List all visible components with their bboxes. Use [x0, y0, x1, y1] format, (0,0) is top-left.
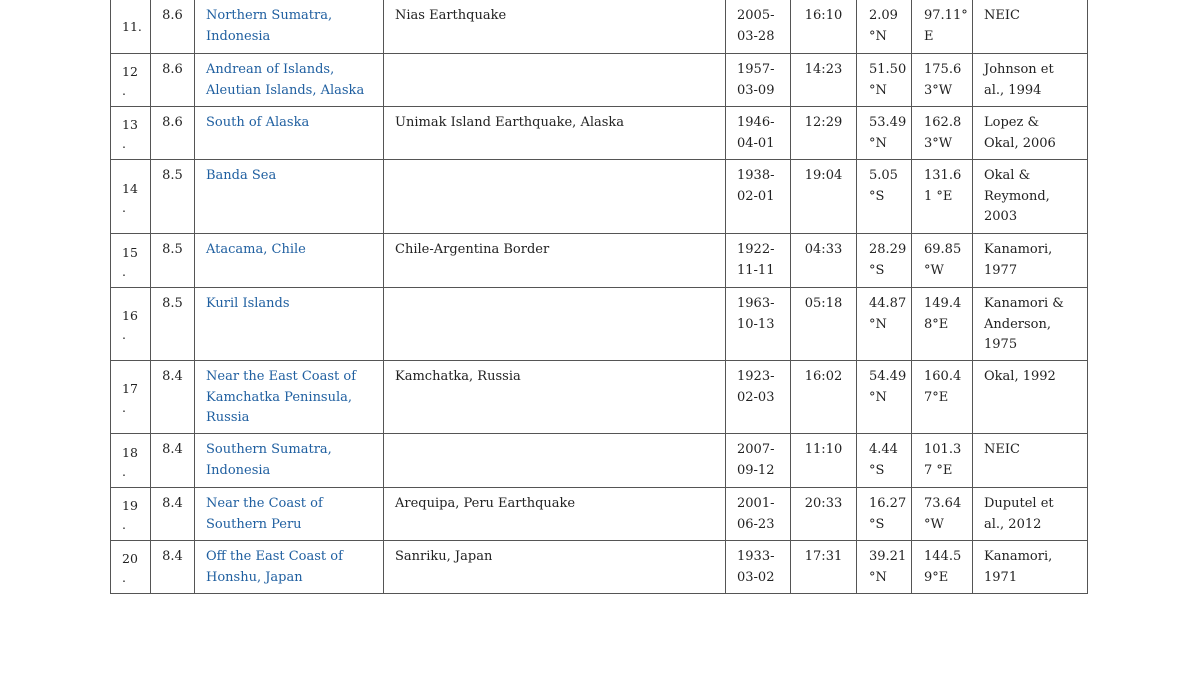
rank-dot: .: [122, 83, 126, 98]
magnitude-cell: 8.5: [151, 234, 195, 288]
rank-dot: .: [122, 263, 126, 279]
date-cell: 1933-03-02: [726, 541, 791, 594]
event-name-cell: Sanriku, Japan: [384, 541, 726, 594]
rank-cell: [111, 288, 151, 361]
magnitude-cell: 8.5: [151, 288, 195, 361]
date-cell: 1957-03-09: [726, 54, 791, 107]
magnitude-cell: 8.6: [151, 0, 195, 54]
longitude-cell: 97.11° E: [912, 0, 973, 54]
rank-number: 18: [122, 444, 138, 460]
source-cell: Lopez & Okal, 2006: [973, 107, 1088, 160]
rank-dot: .: [122, 136, 126, 151]
longitude-cell: 149.48°E: [912, 288, 973, 361]
latitude-cell: 51.50°N: [857, 54, 912, 107]
rank-cell: [111, 488, 151, 541]
rank-dot: .: [122, 400, 126, 415]
location-cell: [195, 361, 384, 434]
rank-dot: .: [122, 199, 126, 215]
latitude-cell: 2.09 °N: [857, 0, 912, 54]
time-cell: 20:33: [791, 488, 857, 541]
location-cell: [195, 54, 384, 107]
rank-cell: [111, 361, 151, 434]
location-cell: [195, 0, 384, 54]
rank-number: 13: [122, 117, 138, 132]
event-name-cell: [384, 288, 726, 361]
location-link[interactable]: Northern Sumatra, Indonesia: [206, 8, 333, 44]
event-name-cell: [384, 54, 726, 107]
latitude-cell: 28.29°S: [857, 234, 912, 288]
event-name-cell: [384, 434, 726, 488]
date-cell: 1946-04-01: [726, 107, 791, 160]
rank-number: 16: [122, 308, 138, 323]
location-cell: [195, 488, 384, 541]
rank-number: 17: [122, 381, 138, 396]
longitude-cell: 73.64 °W: [912, 488, 973, 541]
magnitude-cell: 8.5: [151, 160, 195, 234]
latitude-cell: 54.49°N: [857, 361, 912, 434]
time-cell: 16:02: [791, 361, 857, 434]
latitude-cell: 53.49°N: [857, 107, 912, 160]
rank-cell: [111, 434, 151, 488]
location-cell: [195, 160, 384, 234]
rank-number: 20: [122, 551, 138, 566]
table-row: [111, 361, 1088, 434]
location-link[interactable]: Near the Coast of Southern Peru: [206, 496, 323, 532]
location-cell: [195, 434, 384, 488]
magnitude-cell: 8.4: [151, 541, 195, 594]
location-link[interactable]: Atacama, Chile: [206, 242, 306, 257]
location-link[interactable]: Banda Sea: [206, 168, 277, 183]
earthquake-table-container: [110, 0, 1087, 594]
event-name-cell: [384, 160, 726, 234]
source-cell: NEIC: [973, 0, 1088, 54]
rank-number: 15: [122, 244, 138, 260]
date-cell: 1922-11-11: [726, 234, 791, 288]
rank-number: 19: [122, 498, 138, 513]
time-cell: 16:10: [791, 0, 857, 54]
location-link[interactable]: Southern Sumatra, Indonesia: [206, 442, 332, 478]
source-cell: NEIC: [973, 434, 1088, 488]
rank-number: 12: [122, 64, 138, 79]
magnitude-cell: 8.6: [151, 54, 195, 107]
longitude-cell: 69.85 °W: [912, 234, 973, 288]
table-row: [111, 288, 1088, 361]
longitude-cell: 162.83°W: [912, 107, 973, 160]
table-row: [111, 54, 1088, 107]
time-cell: 17:31: [791, 541, 857, 594]
location-cell: [195, 234, 384, 288]
longitude-cell: 101.37 °E: [912, 434, 973, 488]
rank-cell: [111, 234, 151, 288]
location-cell: [195, 541, 384, 594]
magnitude-cell: 8.4: [151, 361, 195, 434]
table-row: [111, 234, 1088, 288]
source-cell: Kanamori & Anderson, 1975: [973, 288, 1088, 361]
location-cell: [195, 107, 384, 160]
table-row: [111, 541, 1088, 594]
source-cell: Okal, 1992: [973, 361, 1088, 434]
magnitude-cell: 8.6: [151, 107, 195, 160]
longitude-cell: 131.61 °E: [912, 160, 973, 234]
source-cell: Okal & Reymond, 2003: [973, 160, 1088, 234]
location-link[interactable]: Kuril Islands: [206, 296, 290, 311]
location-link[interactable]: Andrean of Islands, Aleutian Islands, Alaska: [206, 62, 365, 98]
rank-dot: .: [122, 463, 126, 479]
event-name-cell: Arequipa, Peru Earthquake: [384, 488, 726, 541]
source-cell: Kanamori, 1977: [973, 234, 1088, 288]
longitude-cell: 175.63°W: [912, 54, 973, 107]
rank-cell: [111, 160, 151, 234]
time-cell: 14:23: [791, 54, 857, 107]
rank-dot: .: [122, 327, 126, 342]
location-link[interactable]: South of Alaska: [206, 115, 310, 130]
date-cell: 2001-06-23: [726, 488, 791, 541]
table-row: [111, 107, 1088, 160]
event-name-cell: Chile-Argentina Border: [384, 234, 726, 288]
location-link[interactable]: Near the East Coast of Kamchatka Peninsula, Russia: [206, 369, 357, 425]
source-cell: Kanamori, 1971: [973, 541, 1088, 594]
time-cell: 12:29: [791, 107, 857, 160]
rank-number: 14: [122, 180, 138, 196]
rank-cell: [111, 541, 151, 594]
date-cell: 2007-09-12: [726, 434, 791, 488]
location-cell: [195, 288, 384, 361]
time-cell: 04:33: [791, 234, 857, 288]
rank-dot: .: [122, 570, 126, 585]
event-name-cell: Unimak Island Earthquake, Alaska: [384, 107, 726, 160]
rank-dot: .: [122, 517, 126, 532]
event-name-cell: Nias Earthquake: [384, 0, 726, 54]
rank-cell: [111, 0, 151, 54]
source-cell: Johnson et al., 1994: [973, 54, 1088, 107]
latitude-cell: 39.21°N: [857, 541, 912, 594]
longitude-cell: 144.59°E: [912, 541, 973, 594]
latitude-cell: 44.87°N: [857, 288, 912, 361]
event-name-cell: Kamchatka, Russia: [384, 361, 726, 434]
date-cell: 1963-10-13: [726, 288, 791, 361]
time-cell: 05:18: [791, 288, 857, 361]
earthquake-table: [110, 0, 1088, 594]
latitude-cell: 16.27°S: [857, 488, 912, 541]
date-cell: 2005-03-28: [726, 0, 791, 54]
magnitude-cell: 8.4: [151, 488, 195, 541]
magnitude-cell: 8.4: [151, 434, 195, 488]
rank-number: 11.: [122, 18, 142, 34]
table-row: [111, 0, 1088, 54]
table-row: [111, 488, 1088, 541]
date-cell: 1938-02-01: [726, 160, 791, 234]
table-body: [111, 0, 1088, 594]
latitude-cell: 4.44 °S: [857, 434, 912, 488]
time-cell: 19:04: [791, 160, 857, 234]
longitude-cell: 160.47°E: [912, 361, 973, 434]
table-row: [111, 434, 1088, 488]
location-link[interactable]: Off the East Coast of Honshu, Japan: [206, 549, 343, 585]
date-cell: 1923-02-03: [726, 361, 791, 434]
rank-cell: [111, 54, 151, 107]
latitude-cell: 5.05 °S: [857, 160, 912, 234]
time-cell: 11:10: [791, 434, 857, 488]
table-row: [111, 160, 1088, 234]
rank-cell: [111, 107, 151, 160]
source-cell: Duputel et al., 2012: [973, 488, 1088, 541]
